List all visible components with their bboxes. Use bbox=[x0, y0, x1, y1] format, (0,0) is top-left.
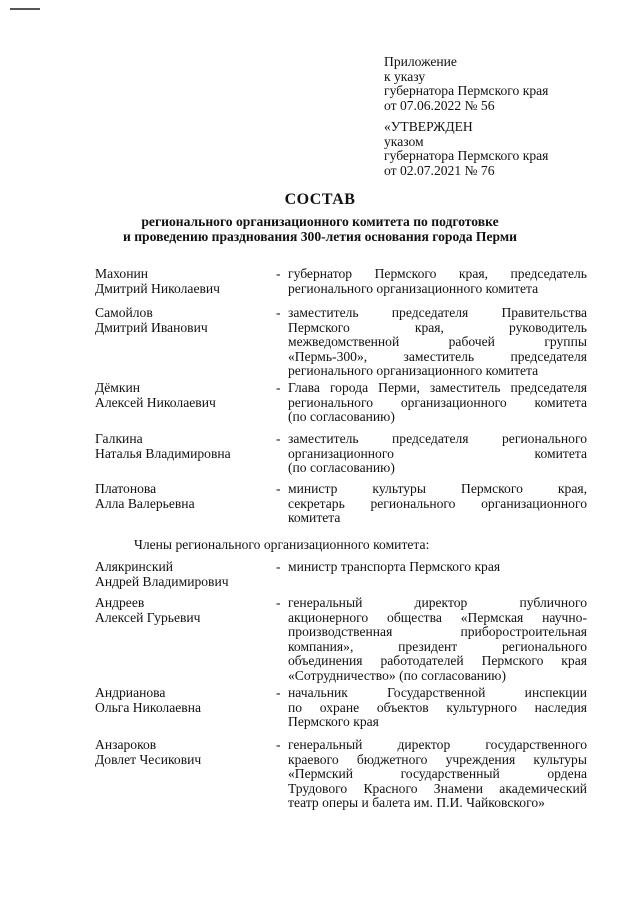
given-names: Наталья Владимировна bbox=[95, 445, 231, 461]
role-line: министр транспорта Пермского края bbox=[288, 559, 501, 574]
role-line: регионального организационного комитета bbox=[288, 394, 587, 410]
role-line: Пермского края, руководитель bbox=[288, 319, 587, 335]
role-line: регионального организационного комитета bbox=[288, 280, 539, 296]
given-names: Андрей Владимирович bbox=[95, 573, 229, 589]
dash: - bbox=[276, 685, 281, 700]
role-line: министр культуры Пермского края, bbox=[288, 481, 587, 496]
approved-header bbox=[384, 120, 548, 178]
person-role bbox=[288, 381, 587, 425]
person-name bbox=[95, 482, 275, 511]
role-line: заместитель председателя регионального bbox=[288, 431, 587, 446]
surname: Махонин bbox=[95, 266, 149, 281]
person-name bbox=[95, 596, 275, 625]
role-line: Трудового Красного Знамени академический bbox=[288, 780, 587, 796]
person-name bbox=[95, 686, 275, 715]
role-line: секретарь регионального организационного bbox=[288, 495, 587, 511]
dash: - bbox=[276, 380, 281, 395]
role-line: межведомственной рабочей группы bbox=[288, 334, 587, 349]
members-heading: Члены регионального организационного комитета: bbox=[134, 537, 430, 552]
role-line: Глава города Перми, заместитель председателя bbox=[288, 380, 587, 395]
role-line: Пермского края bbox=[288, 714, 379, 729]
dash: - bbox=[276, 431, 281, 446]
role-line: регионального организационного комитета bbox=[288, 363, 539, 378]
role-line: театр оперы и балета им. П.И. Чайковского» bbox=[288, 795, 545, 810]
role-line: акционерного общества «Пермская научно- bbox=[288, 609, 587, 625]
surname: Анзароков bbox=[95, 737, 157, 752]
person-role bbox=[288, 596, 587, 683]
role-line: (по согласованию) bbox=[288, 409, 395, 424]
surname: Андрианова bbox=[95, 685, 166, 700]
role-line: краевого бюджетного учреждения культуры bbox=[288, 751, 587, 767]
person-role bbox=[288, 482, 587, 526]
approved-line: от 02.07.2021 № 76 bbox=[384, 162, 495, 178]
given-names: Дмитрий Николаевич bbox=[95, 280, 221, 296]
role-line: губернатор Пермского края, председатель bbox=[288, 266, 587, 281]
person-role bbox=[288, 560, 587, 575]
approved-line: губернатора Пермского края bbox=[384, 148, 549, 163]
appendix-header bbox=[384, 55, 548, 113]
role-line: комитета bbox=[288, 510, 341, 525]
scan-mark bbox=[10, 8, 40, 10]
appendix-line: Приложение bbox=[384, 54, 457, 69]
role-line: «Пермь-300», заместитель председателя bbox=[288, 348, 587, 364]
person-name bbox=[95, 738, 275, 767]
document-subtitle bbox=[0, 214, 640, 244]
role-line: «Сотрудничество» (по согласованию) bbox=[288, 667, 506, 683]
person-role bbox=[288, 432, 587, 476]
person-name bbox=[95, 381, 275, 410]
given-names: Ольга Николаевна bbox=[95, 699, 202, 715]
person-name bbox=[95, 560, 275, 589]
role-line: заместитель председателя Правительства bbox=[288, 305, 587, 320]
role-line: (по согласованию) bbox=[288, 460, 395, 475]
given-names: Алла Валерьевна bbox=[95, 495, 195, 511]
approved-line: «УТВЕРЖДЕН bbox=[384, 119, 473, 134]
role-line: генеральный директор публичного bbox=[288, 595, 587, 610]
person-name bbox=[95, 306, 275, 335]
approved-line: указом bbox=[384, 133, 424, 149]
given-names: Алексей Гурьевич bbox=[95, 609, 201, 625]
subtitle-line: регионального организационного комитета по подготовке bbox=[141, 214, 499, 229]
role-line: организационного комитета bbox=[288, 445, 587, 461]
appendix-line: губернатора Пермского края bbox=[384, 83, 549, 98]
role-line: начальник Государственной инспекции bbox=[288, 685, 587, 700]
role-line: «Пермский государственный ордена bbox=[288, 766, 587, 781]
appendix-line: от 07.06.2022 № 56 bbox=[384, 97, 495, 113]
surname: Андреев bbox=[95, 595, 145, 610]
dash: - bbox=[276, 266, 281, 281]
given-names: Алексей Николаевич bbox=[95, 394, 216, 410]
surname: Дёмкин bbox=[95, 380, 141, 395]
document-title: СОСТАВ bbox=[284, 191, 356, 208]
person-role bbox=[288, 267, 587, 296]
given-names: Довлет Чесикович bbox=[95, 751, 202, 767]
role-line: по охране объектов культурного наследия bbox=[288, 699, 587, 715]
surname: Самойлов bbox=[95, 305, 153, 320]
role-line: объединения работодателей Пермского края bbox=[288, 653, 587, 668]
given-names: Дмитрий Иванович bbox=[95, 319, 208, 335]
person-role bbox=[288, 306, 587, 379]
surname: Алякринский bbox=[95, 559, 173, 574]
person-role bbox=[288, 686, 587, 730]
dash: - bbox=[276, 595, 281, 610]
role-line: производственная приборостроительная bbox=[288, 624, 587, 639]
dash: - bbox=[276, 737, 281, 752]
surname: Галкина bbox=[95, 431, 143, 446]
dash: - bbox=[276, 305, 281, 320]
role-line: генеральный директор государственного bbox=[288, 737, 587, 752]
role-line: компания», президент регионального bbox=[288, 638, 587, 654]
appendix-line: к указу bbox=[384, 68, 426, 84]
person-name bbox=[95, 432, 275, 461]
dash: - bbox=[276, 559, 281, 574]
dash: - bbox=[276, 481, 281, 496]
person-role bbox=[288, 738, 587, 811]
surname: Платонова bbox=[95, 481, 157, 496]
subtitle-line: и проведению празднования 300-летия основания города Перми bbox=[122, 229, 517, 244]
person-name bbox=[95, 267, 275, 296]
